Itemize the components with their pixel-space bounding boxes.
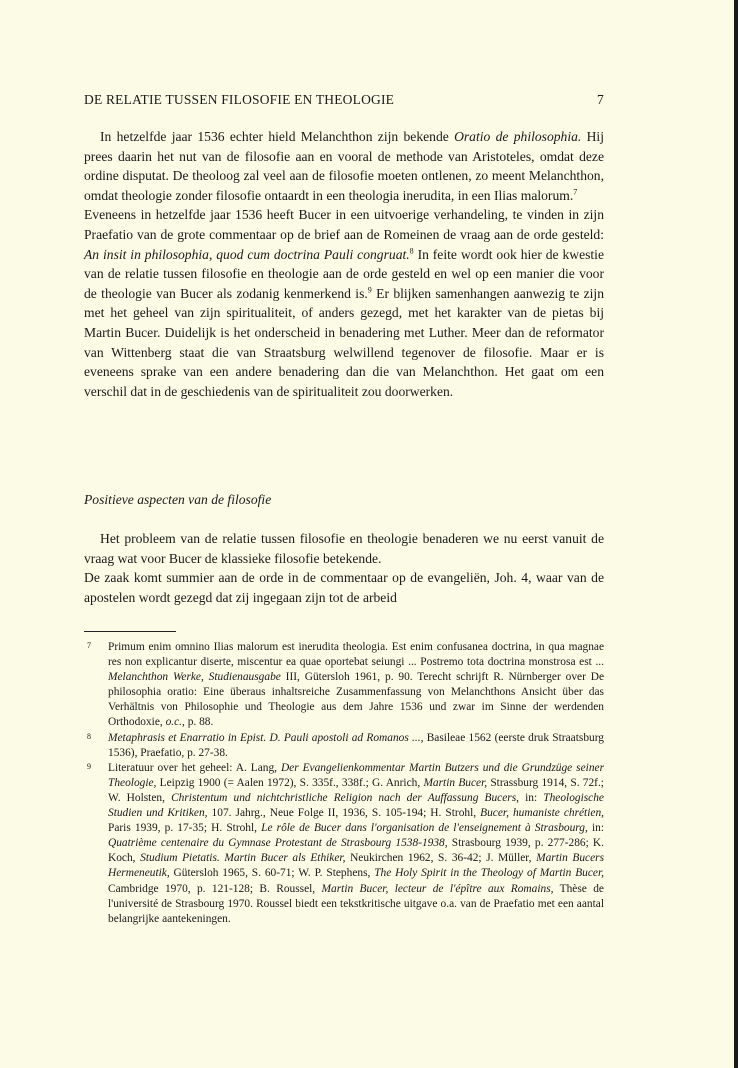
section-body	[84, 529, 604, 607]
footnote-ref-9: 9	[367, 285, 372, 295]
fn9-i7: Quatrième centenaire du Gymnase Protestant de Strasbourg 1538-1938,	[108, 837, 448, 850]
footnote-number: 7	[87, 641, 91, 650]
p2-italic-quote: An insit in philosophia, quod cum doctrina Pauli congruat.	[84, 246, 410, 262]
running-head	[84, 92, 604, 108]
fn7-text-e: p. 88.	[184, 716, 214, 729]
p1-italic-title: Oratio de philosophia.	[454, 129, 582, 144]
fn9-t7: in:	[587, 822, 604, 835]
fn9-t5: 107. Jahrg., Neue Folge II, 1936, S. 105-194; H. Strohl,	[207, 807, 481, 820]
fn9-t9: Neukirchen 1962, S. 36-42; J. Müller,	[345, 852, 537, 865]
page-number: 7	[597, 92, 604, 107]
fn7-italic-b: Melanchthon Werke, Studienausgabe	[108, 671, 281, 684]
fn9-i11: Martin Bucer, lecteur de l'épître aux Romains,	[321, 882, 554, 895]
fn9-i8: Studium Pietatis. Martin Bucer als Ethiker,	[140, 852, 346, 865]
fn9-i4: Theologische Studien und Kritiken,	[108, 791, 604, 820]
page-edge-border	[734, 0, 738, 1068]
p1-text-a: In hetzelfde jaar 1536 echter hield Melanchthon zijn bekende	[100, 129, 455, 144]
footnote-8	[84, 731, 604, 761]
fn9-t11: Cambridge 1970, p. 121-128; B. Roussel,	[108, 882, 322, 895]
section-heading: Positieve aspecten van de filosofie	[84, 492, 272, 507]
p2-text-c: In feite wordt ook hier de kwestie van de relatie tussen filosofie en theologie aan de orde gesteld en wel op een manier die voor de theologie van Bucer als zodanig kenmerkend is.	[84, 246, 604, 301]
fn8-text-b: Basileae 1562 (eerste druk Straatsburg 1536), Praefatio, p. 27-38.	[108, 731, 604, 759]
running-title: DE RELATIE TUSSEN FILOSOFIE EN THEOLOGIE	[84, 92, 395, 107]
fn9-t12: Thèse de l'université de Strasbourg 1970. Roussel biedt een tekstkritische uitgave o.a. van de Praefatio met een aantal belangrijke aantekeningen.	[108, 882, 604, 925]
footnote-ref-7: 7	[573, 187, 578, 197]
fn9-t6: Paris 1939, p. 17-35; H. Strohl,	[108, 822, 262, 835]
fn7-italic-d: o.c.,	[165, 716, 185, 729]
fn7-text-c: III, Gütersloh 1961, p. 90. Terecht schrijft R. Nürnberger over De philosophia oratio: Eine überaus inhaltsreiche Zusammenfassung von Melanchthons Ansicht über das Verhältnis von Philosophie und Theologie aus dem Jahre 1536 und zwar im Sinne der werdenden Orthodoxie,	[108, 671, 604, 729]
body-text	[84, 127, 604, 401]
p1-text-c: Hij prees daarin het nut van de filosofie aan en vooral de methode van Aristoteles, omdat deze ordine disputat. De theoloog zal veel aan de filosofie moeten ontlenen, zo meent Melanchthon, omdat theologie zonder filosofie ontaardt in een theologia inerudita, in een Ilias malorum.	[84, 129, 604, 203]
fn9-t3: Strassburg 1914, S. 72f.; W. Holsten,	[108, 776, 604, 804]
footnote-9	[84, 761, 604, 927]
footnotes	[84, 640, 604, 927]
footnote-7	[84, 640, 604, 731]
fn9-t4: in:	[518, 791, 544, 804]
fn9-i9: Martin Bucers Hermeneutik,	[108, 852, 605, 880]
p2-text-a: Eveneens in hetzelfde jaar 1536 heeft Bucer in een uitvoerige verhandeling, te vinden in zijn Praefatio van de grote commentaar op de brief aan de Romeinen de vraag aan de orde gesteld:	[84, 207, 604, 242]
fn8-italic-a: Metaphrasis et Enarratio in Epist. D. Pauli apostoli ad Romanos ...,	[108, 731, 424, 744]
paragraph-1	[84, 127, 604, 205]
fn9-t2: Leipzig 1900 (= Aalen 1972), S. 335f., 338f.; G. Anrich,	[156, 776, 424, 789]
paragraph-3: Het probleem van de relatie tussen filosofie en theologie benaderen we nu eerst vanuit de vraag wat voor Bucer de klassieke filosofie betekende.	[84, 531, 604, 566]
p2-text-d: Er blijken samenhangen aanwezig te zijn met het geheel van zijn spiritualiteit, of anders gezegd, met het karakter van de pietas bij Martin Bucer. Duidelijk is het onderscheid in benadering met Luther. Meer dan de reformator van Wittenberg staat die van Straatsburg welwillend tegenover de filosofie. Maar er is eveneens sprake van een andere benadering dan die van Melanchthon. Het gaat om een verschil dat in de geschiedenis van de spiritualiteit zou doorwerken.	[84, 285, 604, 399]
fn9-i1: Der Evangelienkommentar Martin Butzers und die Grundzüge seiner Theologie,	[108, 761, 604, 789]
fn9-i10: The Holy Spirit in the Theology of Martin Bucer,	[374, 867, 604, 880]
paragraph-4: De zaak komt summier aan de orde in de commentaar op de evangeliën, Joh. 4, waar van de apostelen wordt gezegd dat zij ingegaan zijn tot de arbeid	[84, 570, 604, 605]
fn9-i6: Le rôle de Bucer dans l'organisation de l'enseignement à Strasbourg,	[261, 822, 588, 835]
footnote-rule	[84, 631, 176, 632]
fn9-i3: Christentum und nichtchristliche Religion nach der Auffassung Bucers,	[171, 791, 519, 804]
fn9-t1: Literatuur over het geheel: A. Lang,	[108, 761, 281, 774]
footnote-number: 8	[87, 731, 91, 741]
fn9-i2: Martin Bucer,	[423, 776, 488, 789]
footnote-ref-8: 8	[409, 246, 414, 256]
fn9-t8: Strasbourg 1939, p. 277-286; K. Koch,	[108, 837, 605, 865]
fn7-text-a: Primum enim omnino Ilias malorum est inerudita theologia. Est enim confusanea doctrina, in qua magnae res non explicantur diserte, miscentur ea quae oportebat seiungi ... Postremo tota doctrina monstrosa est ...	[108, 641, 604, 669]
fn9-t10: Gütersloh 1965, S. 60-71; W. P. Stephens,	[169, 867, 375, 880]
footnote-number: 9	[87, 761, 91, 771]
fn9-i5: Bucer, humaniste chrétien,	[480, 807, 604, 820]
paragraph-2	[84, 205, 604, 401]
